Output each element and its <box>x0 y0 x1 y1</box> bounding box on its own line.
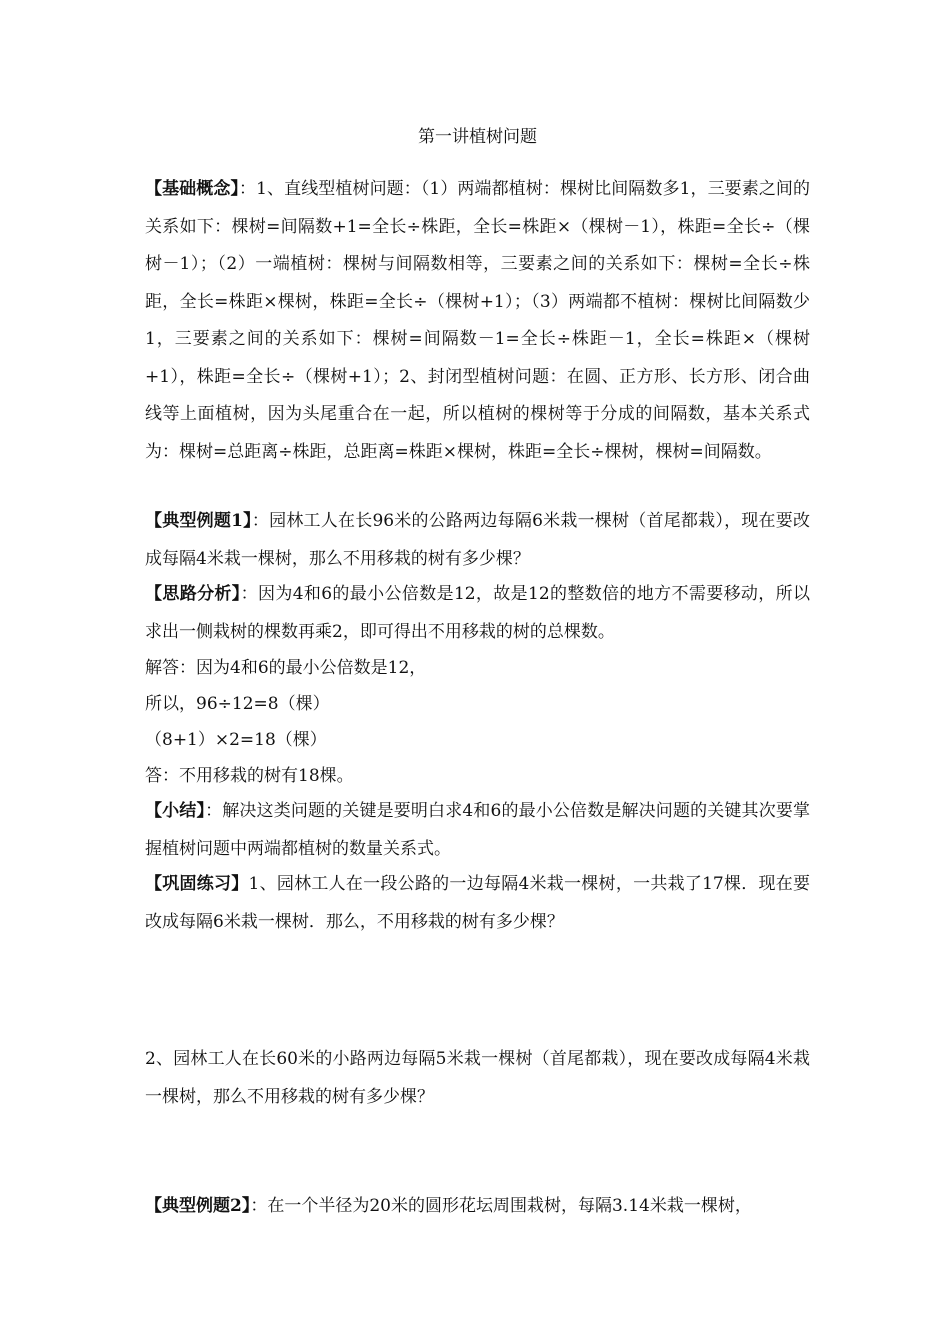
practice-label: 【巩固练习】 <box>145 874 249 894</box>
summary-label: 【小结】 <box>145 801 206 821</box>
solution-answer: 答：不用移栽的树有18棵。 <box>145 766 354 786</box>
basic-concept-section <box>145 171 810 471</box>
summary-section <box>145 793 810 868</box>
example-2-paragraph <box>145 1188 810 1226</box>
basic-concept-text: ：1、直线型植树问题：（1）两端都植树：棵树比间隔数多1，三要素之间的关系如下：棵树=间隔数+1=全长÷株距，全长=株距×（棵树－1），株距=全长÷（棵树－1）；（2）一端植树：棵树与间隔数相等，三要素之间的关系如下：棵树=全长÷株距，全长=株距×棵树，株距=全长÷（棵树+1）；（3）两端都不植树：棵树比间隔数少1，三要素之间的关系如下：棵树=间隔数－1=全长÷株距－1，全长=株距×（棵树+1），株距=全长÷（棵树+1）；2、封闭型植树问题：在圆、正方形、长方形、闭合曲线等上面植树，因为头尾重合在一起，所以植树的棵树等于分成的间隔数，基本关系式为：棵树=总距离÷株距，总距离=株距×棵树，株距=全长÷棵树，棵树=间隔数。 <box>145 179 811 462</box>
example-1-label: 【典型例题1】 <box>145 511 252 531</box>
practice-question-2: 2、园林工人在长60米的小路两边每隔5米栽一棵树（首尾都栽），现在要改成每隔4米栽一棵树，那么不用移栽的树有多少棵？ <box>145 1049 810 1107</box>
page-title: 第一讲植树问题 <box>418 127 537 147</box>
basic-concept-paragraph <box>145 171 810 471</box>
example-2-section <box>145 1188 810 1226</box>
practice-question-1-text: 1、园林工人在一段公路的一边每隔4米栽一棵树，一共栽了17棵．现在要改成每隔6米栽一棵树．那么，不用移栽的树有多少棵？ <box>145 874 811 932</box>
summary-paragraph <box>145 793 810 868</box>
example-1-text: ：园林工人在长96米的公路两边每隔6米栽一棵树（首尾都栽），现在要改成每隔4米栽一棵树，那么不用移栽的树有多少棵？ <box>145 511 810 569</box>
solution-section <box>145 650 810 794</box>
practice-question-2-block <box>145 1041 810 1116</box>
example-2-label: 【典型例题2】 <box>145 1196 251 1216</box>
basic-concept-label: 【基础概念】 <box>145 179 240 199</box>
example-1-paragraph <box>145 503 810 578</box>
summary-text: ：解决这类问题的关键是要明白求4和6的最小公倍数是解决问题的关键其次要掌握植树问题中两端都植树的数量关系式。 <box>145 801 810 859</box>
solution-line-1: 解答：因为4和6的最小公倍数是12， <box>145 658 427 678</box>
analysis-section <box>145 576 810 651</box>
analysis-paragraph <box>145 576 810 651</box>
solution-line-3: （8+1）×2=18（棵） <box>145 730 327 750</box>
practice-section <box>145 866 810 941</box>
example-1-section <box>145 503 810 578</box>
practice-question-1 <box>145 866 810 941</box>
example-2-text: ：在一个半径为20米的圆形花坛周围栽树，每隔3.14米栽一棵树， <box>250 1196 752 1216</box>
analysis-text: ：因为4和6的最小公倍数是12，故是12的整数倍的地方不需要移动，所以求出一侧栽树的棵数再乘2，即可得出不用移栽的树的总棵数。 <box>145 584 810 642</box>
analysis-label: 【思路分析】 <box>145 584 241 604</box>
solution-line-2: 所以，96÷12=8（棵） <box>145 694 330 714</box>
document-page <box>145 0 810 1344</box>
